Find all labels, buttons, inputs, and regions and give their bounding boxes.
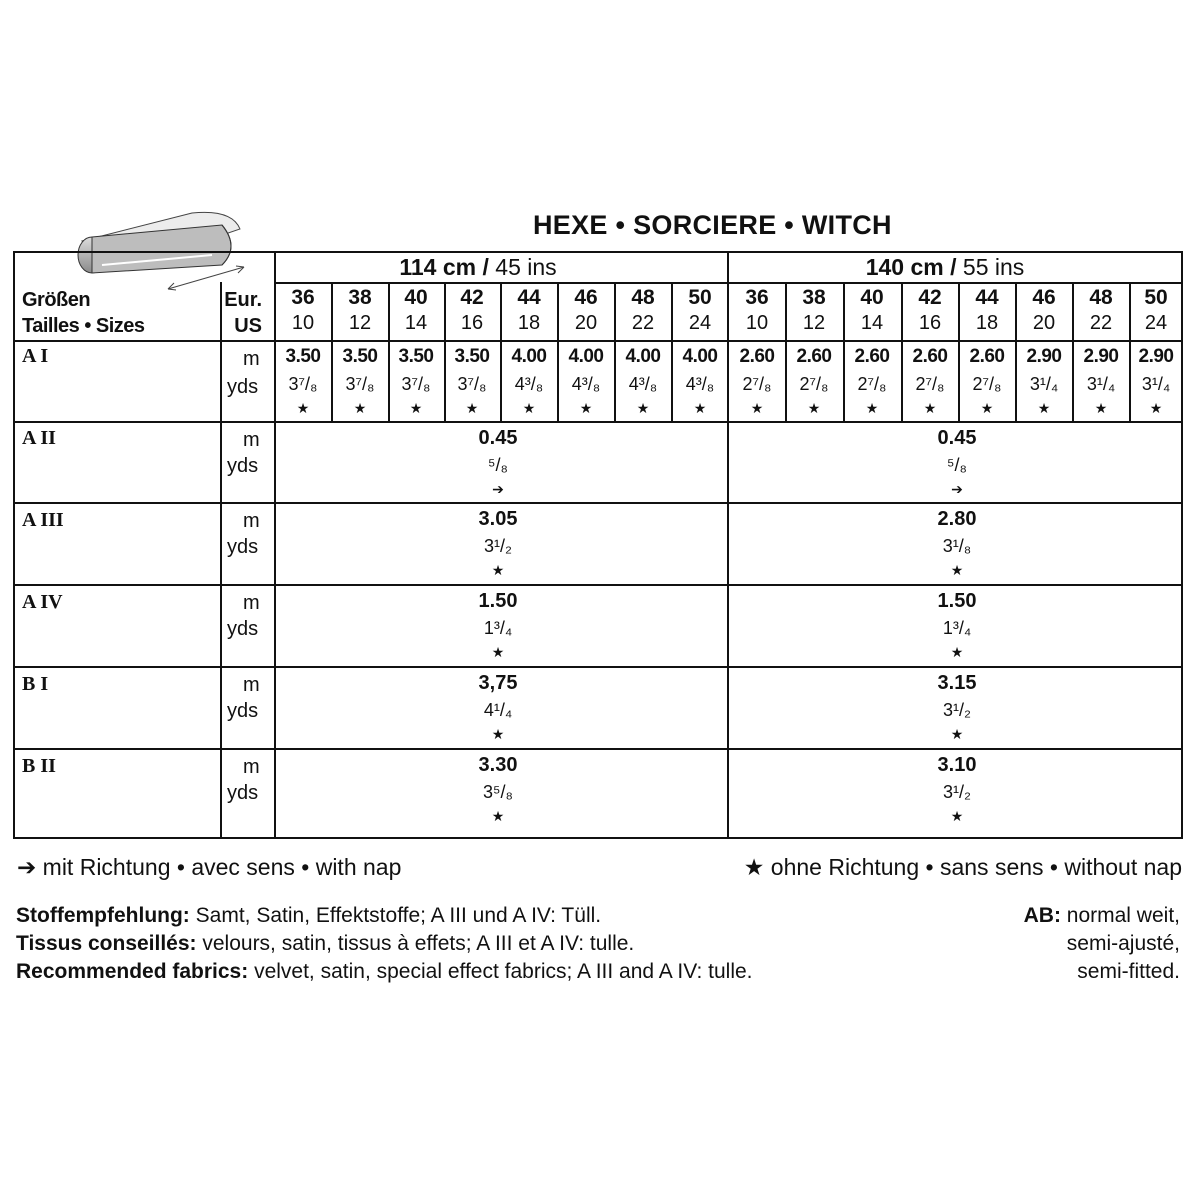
divider [671,282,673,422]
yardage-yds: 3¹/₂ [943,782,971,802]
size-eur: 50 [1144,286,1168,309]
size-eur: 48 [631,286,655,309]
yardage-m: 2.90 [1138,346,1174,367]
yardage-yds: 1³/₄ [942,618,972,638]
size-us: 12 [802,312,826,334]
yardage-yds: 4³/₈ [628,374,658,394]
size-us: 18 [975,312,999,334]
yardage-yds: 3¹/₂ [943,700,971,720]
unit-m: m [243,348,260,370]
unit-yds: yds [227,536,259,558]
fabric-line-fr: Tissus conseillés: velours, satin, tissus à effets; A III et A IV: tulle. [16,932,635,955]
size-us: 24 [1144,312,1168,334]
yardage-m: 2.90 [1026,346,1062,367]
yardage-yds: 3¹/₈ [942,536,972,556]
star-icon: ★ [980,400,994,416]
star-icon: ★ [522,400,536,416]
unit-yds: yds [227,455,259,477]
chart-title: HEXE • SORCIERE • WITCH [533,210,892,240]
yardage-m: 4.00 [511,346,547,367]
sizes-label: Größen Tailles • Sizes [22,289,145,337]
row-label-a-iv: A IV [22,591,63,613]
size-eur: 46 [574,286,598,309]
yardage-yds: 3¹/₄ [1141,374,1171,394]
star-icon: ★ [950,726,964,742]
divider [444,282,446,422]
yardage-yds: ⁵/₈ [488,455,508,475]
divider [13,421,1183,423]
yardage-yds: 3¹/₂ [484,536,512,556]
size-eur: 40 [404,286,428,309]
width-header-114: 114 cm / 45 ins [399,254,557,280]
yardage-yds: 2⁷/₈ [857,374,887,394]
yardage-m: 3,75 [478,672,518,694]
yardage-m: 3.50 [454,346,490,367]
divider [500,282,502,422]
yardage-yds: 3⁷/₈ [401,374,431,394]
divider [901,282,903,422]
star-icon: ★ [865,400,879,416]
size-us: 18 [517,312,541,334]
star-icon: ★ [693,400,707,416]
yardage-yds: 3⁷/₈ [345,374,375,394]
yardage-m: 4.00 [682,346,718,367]
yardage-m: 2.90 [1083,346,1119,367]
yardage-yds: 2⁷/₈ [972,374,1002,394]
size-us: 16 [918,312,942,334]
divider [1072,282,1074,422]
size-eur: 48 [1089,286,1113,309]
star-icon: ★ [409,400,423,416]
size-eur: 40 [860,286,884,309]
row-label-a-i: A I [22,345,49,367]
yardage-yds: 4³/₈ [571,374,601,394]
size-us: 12 [348,312,372,334]
yardage-m: 2.60 [796,346,832,367]
row-label-a-ii: A II [22,427,56,449]
yardage-yds: 2⁷/₈ [742,374,772,394]
divider [1015,282,1017,422]
yardage-yds: 4¹/₄ [483,700,513,720]
divider [274,251,276,839]
unit-yds: yds [227,376,259,398]
size-eur: 42 [460,286,484,309]
size-us: 20 [1032,312,1056,334]
yardage-yds: 4³/₈ [685,374,715,394]
yardage-m: 3.05 [478,508,518,530]
unit-m: m [243,674,260,696]
yardage-m: 2.60 [912,346,948,367]
star-icon: ★ [579,400,593,416]
row-label-b-i: B I [22,673,49,695]
eur-us-label: Eur. US [224,289,262,337]
fabric-line-de: Stoffempfehlung: Samt, Satin, Effektstoffe; A III und A IV: Tüll. [16,904,602,927]
divider [557,282,559,422]
yardage-m: 2.80 [937,508,977,530]
unit-yds: yds [227,782,259,804]
unit-m: m [243,429,260,451]
size-us: 20 [574,312,598,334]
divider [843,282,845,422]
divider [958,282,960,422]
star-icon: ★ [950,562,964,578]
star-icon: ★ [353,400,367,416]
star-icon: ★ [491,726,505,742]
divider [13,502,1183,504]
row-label-a-iii: A III [22,509,64,531]
yardage-m: 3.30 [478,754,518,776]
divider [785,282,787,422]
yardage-m: 3.15 [937,672,977,694]
star-icon: ★ [1037,400,1051,416]
star-icon: ★ [1149,400,1163,416]
yardage-m: 1.50 [937,590,977,612]
size-eur: 44 [975,286,999,309]
size-us: 16 [460,312,484,334]
unit-yds: yds [227,618,259,640]
size-eur: 38 [802,286,826,309]
yardage-m: 3.50 [285,346,321,367]
size-eur: 42 [918,286,942,309]
size-eur: 44 [517,286,541,309]
star-icon: ★ [750,400,764,416]
yardage-m: 0.45 [937,427,977,449]
size-eur: 38 [348,286,372,309]
divider [727,251,729,839]
divider [13,748,1183,750]
yardage-yds: 4³/₈ [514,374,544,394]
yardage-yds: ⁵/₈ [947,455,967,475]
yardage-m: 4.00 [568,346,604,367]
divider [331,282,333,422]
divider [388,282,390,422]
legend-with-nap: ➔ mit Richtung • avec sens • with nap [17,854,402,880]
size-us: 10 [291,312,315,334]
size-us: 14 [860,312,884,334]
legend-without-nap: ★ ohne Richtung • sans sens • without nap [743,854,1182,880]
arrow-right-icon: ➔ [951,481,963,497]
star-icon: ★ [950,644,964,660]
star-icon: ★ [1094,400,1108,416]
star-icon: ★ [923,400,937,416]
yardage-m: 2.60 [969,346,1005,367]
size-eur: 36 [291,286,315,309]
divider [220,282,222,839]
fabric-line-en: Recommended fabrics: velvet, satin, special effect fabrics; A III and A IV: tulle. [16,960,753,983]
arrow-right-icon: ➔ [492,481,504,497]
star-icon: ★ [807,400,821,416]
yardage-yds: 2⁷/₈ [915,374,945,394]
yardage-m: 4.00 [625,346,661,367]
size-us: 24 [688,312,712,334]
star-icon: ★ [465,400,479,416]
size-us: 22 [631,312,655,334]
yardage-yds: 3⁵/₈ [483,782,513,802]
fit-note: AB: normal weit, semi-ajusté, semi-fitted. [1023,904,1180,983]
fabric-recommendations [16,902,753,986]
yardage-yds: 3⁷/₈ [288,374,318,394]
unit-m: m [243,592,260,614]
yardage-m: 1.50 [478,590,518,612]
unit-m: m [243,510,260,532]
star-icon: ★ [491,808,505,824]
yardage-yds: 2⁷/₈ [799,374,829,394]
size-eur: 36 [745,286,769,309]
yardage-m: 3.10 [937,754,977,776]
star-icon: ★ [296,400,310,416]
size-us: 10 [745,312,769,334]
width-header-140: 140 cm / 55 ins [865,254,1025,280]
yardage-m: 0.45 [478,427,518,449]
yardage-yds: 3⁷/₈ [457,374,487,394]
size-eur: 46 [1032,286,1056,309]
divider [13,340,1183,342]
size-us: 22 [1089,312,1113,334]
yardage-yds: 3¹/₄ [1086,374,1116,394]
star-icon: ★ [491,644,505,660]
divider [13,666,1183,668]
star-icon: ★ [491,562,505,578]
divider [1129,282,1131,422]
unit-m: m [243,756,260,778]
size-eur: 50 [688,286,712,309]
star-icon: ★ [950,808,964,824]
unit-yds: yds [227,700,259,722]
star-icon: ★ [636,400,650,416]
divider [13,584,1183,586]
divider [614,282,616,422]
size-us: 14 [404,312,428,334]
yardage-m: 2.60 [854,346,890,367]
row-label-b-ii: B II [22,755,56,777]
yardage-yds: 3¹/₄ [1029,374,1059,394]
yardage-m: 3.50 [342,346,378,367]
yardage-m: 2.60 [739,346,775,367]
yardage-yds: 1³/₄ [483,618,513,638]
yardage-m: 3.50 [398,346,434,367]
divider [275,282,1183,284]
